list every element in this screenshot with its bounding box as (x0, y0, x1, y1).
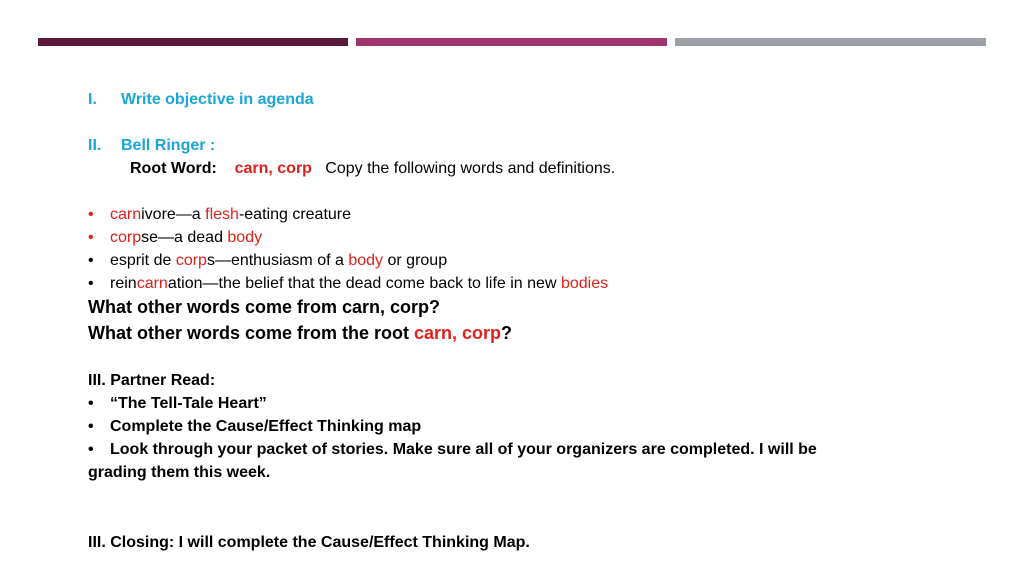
agenda-item-2 (88, 136, 215, 156)
bullet-icon: • (88, 206, 94, 223)
partner-item-continuation: grading them this week. (88, 464, 271, 481)
item-text: Bell Ringer : (121, 137, 216, 154)
question-2-highlight: carn, corp (414, 323, 502, 343)
word-item (88, 205, 351, 225)
word-rest: se—a dead (141, 229, 228, 246)
bullet-icon: • (88, 418, 94, 435)
partner-item (88, 417, 421, 437)
item-number: I. (88, 91, 97, 108)
root-word-line (130, 159, 615, 179)
word-tail: or group (383, 252, 448, 269)
item-text: Write objective in agenda (121, 91, 314, 108)
word-rest: ation—the belief that the dead come back to life in new (167, 275, 561, 292)
header-bar-gray (675, 38, 986, 46)
word-highlight: flesh (205, 206, 239, 223)
word-rest: ivore—a (141, 206, 206, 223)
header-bar-magenta (356, 38, 667, 46)
question-2-end: ? (501, 323, 513, 343)
bullet-icon: • (88, 395, 94, 412)
closing-line: III. Closing: I will complete the Cause/Effect Thinking Map. (88, 534, 530, 551)
bullet-icon: • (88, 441, 94, 458)
question-2 (88, 323, 512, 343)
root-word-instruction: Copy the following words and definitions. (325, 160, 616, 177)
root-word-value: carn, corp (234, 160, 312, 177)
word-root: corp (175, 252, 207, 269)
question-2-text: What other words come from the root (88, 323, 415, 343)
partner-read-heading: III. Partner Read: (88, 372, 216, 389)
header-bars (38, 38, 986, 46)
item-number: II. (88, 137, 102, 154)
bullet-icon: • (88, 275, 94, 292)
partner-item (88, 394, 267, 414)
word-pre: esprit de (110, 252, 176, 269)
partner-item-text: “The Tell-Tale Heart” (110, 395, 267, 412)
word-highlight: body (348, 252, 384, 269)
root-word-label: Root Word: (130, 160, 217, 177)
word-highlight: body (227, 229, 263, 246)
word-root: corp (110, 229, 142, 246)
partner-item-text: Complete the Cause/Effect Thinking map (110, 418, 422, 435)
partner-item-text: Look through your packet of stories. Make sure all of your organizers are completed. I will be (110, 441, 817, 458)
agenda-item-1 (88, 90, 314, 110)
question-1: What other words come from carn, corp? (88, 297, 441, 317)
word-root: carn (110, 206, 142, 223)
word-root: carn (136, 275, 168, 292)
word-tail: -eating creature (238, 206, 352, 223)
header-bar-dark (38, 38, 348, 46)
word-highlight: bodies (560, 275, 609, 292)
word-item (88, 251, 447, 271)
word-item (88, 228, 262, 248)
bullet-icon: • (88, 252, 94, 269)
word-pre: rein (110, 275, 137, 292)
partner-item (88, 440, 817, 460)
word-rest: s—enthusiasm of a (206, 252, 349, 269)
bullet-icon: • (88, 229, 94, 246)
word-item (88, 274, 608, 294)
